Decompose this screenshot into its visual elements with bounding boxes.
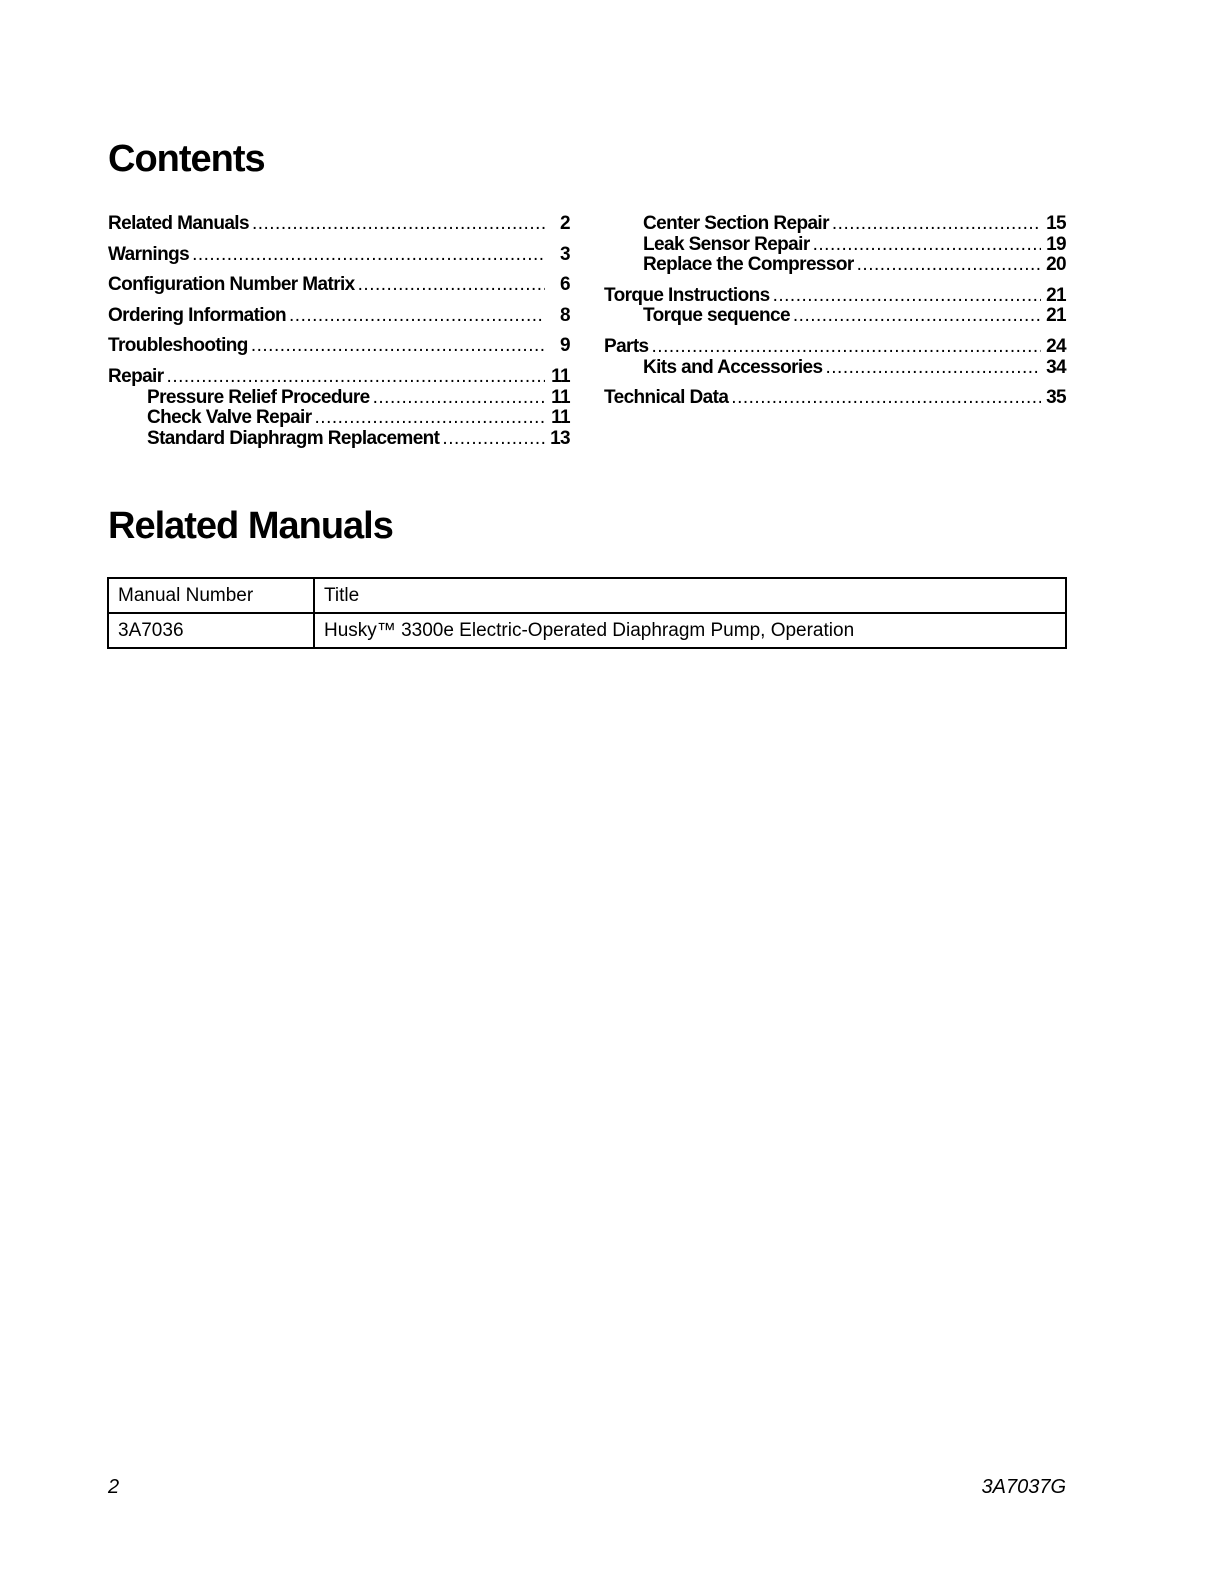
toc-dot-leader — [832, 214, 1041, 235]
toc-entry-page: 21 — [1046, 305, 1066, 327]
toc-dot-leader — [652, 337, 1041, 358]
related-manuals-table — [107, 577, 1067, 649]
toc-entry-page: 9 — [560, 335, 570, 357]
toc-dot-leader — [857, 255, 1041, 276]
toc-dot-leader — [289, 306, 545, 327]
toc-dot-leader — [251, 336, 545, 357]
toc-entry[interactable] — [108, 275, 570, 296]
toc-dot-leader — [252, 214, 545, 235]
toc-entry[interactable] — [108, 367, 570, 388]
toc-right-column — [604, 214, 1066, 409]
toc-entry-label: Center Section Repair — [643, 213, 829, 234]
toc-entry-page: 35 — [1046, 387, 1066, 409]
toc-dot-leader — [192, 245, 545, 266]
toc-entry-page: 6 — [560, 274, 570, 296]
footer-page-number: 2 — [108, 1476, 120, 1498]
toc-dot-leader — [167, 367, 545, 388]
toc-entry-page: 21 — [1046, 284, 1066, 306]
manual-title-cell: Husky™ 3300e Electric-Operated Diaphragm Pump, Operation — [314, 613, 1066, 648]
toc-entry-label: Standard Diaphragm Replacement — [147, 427, 440, 449]
toc-entry[interactable] — [604, 255, 1066, 276]
toc-entry-page: 34 — [1046, 356, 1066, 378]
toc-entry-page: 8 — [560, 304, 570, 326]
footer-doc-id: 3A7037G — [981, 1476, 1066, 1498]
toc-entry-page: 24 — [1046, 335, 1066, 357]
toc-entry-page: 11 — [551, 365, 570, 387]
toc-dot-leader — [793, 306, 1041, 327]
toc-dot-leader — [773, 286, 1041, 307]
toc-entry-page: 11 — [551, 386, 570, 408]
toc-entry-label: Warnings — [108, 243, 190, 265]
toc-entry[interactable] — [108, 388, 570, 409]
related-manuals-title: Related Manuals — [108, 505, 393, 547]
toc-entry-label: Related Manuals — [108, 213, 249, 234]
toc-entry-page: 3 — [560, 243, 570, 265]
toc-dot-leader — [358, 275, 545, 296]
toc-dot-leader — [826, 358, 1042, 379]
toc-entry-page: 13 — [550, 427, 570, 449]
toc-entry-label: Check Valve Repair — [147, 407, 312, 429]
toc-entry[interactable] — [108, 214, 570, 235]
toc-entry-label: Torque Instructions — [604, 284, 770, 306]
toc-dot-leader — [731, 388, 1041, 409]
manual-number-cell: 3A7036 — [108, 613, 314, 648]
toc-entry-label: Configuration Number Matrix — [108, 274, 355, 296]
header-manual-number: Manual Number — [108, 578, 314, 613]
toc-entry[interactable] — [604, 337, 1066, 358]
toc-dot-leader — [315, 408, 545, 429]
toc-entry[interactable] — [604, 306, 1066, 327]
toc-dot-leader — [373, 388, 545, 409]
toc-entry-page: 2 — [560, 213, 570, 234]
toc-entry-page: 19 — [1046, 233, 1066, 255]
toc-entry[interactable] — [604, 388, 1066, 409]
toc-entry[interactable] — [604, 214, 1066, 235]
toc-entry[interactable] — [604, 286, 1066, 307]
toc-entry-page: 20 — [1046, 254, 1066, 276]
table-row — [108, 613, 1066, 648]
toc-entry[interactable] — [108, 306, 570, 327]
table-header-row — [108, 578, 1066, 613]
toc-entry-label: Ordering Information — [108, 304, 287, 326]
toc-left-column — [108, 214, 570, 449]
toc-entry-label: Troubleshooting — [108, 335, 248, 357]
toc-entry-label: Leak Sensor Repair — [643, 233, 810, 255]
toc-entry[interactable] — [108, 245, 570, 266]
toc-entry-label: Technical Data — [604, 387, 729, 409]
toc-entry-label: Torque sequence — [643, 305, 790, 327]
toc-entry-label: Repair — [108, 365, 164, 387]
toc-entry-label: Parts — [604, 335, 649, 357]
contents-title: Contents — [108, 138, 265, 180]
toc-entry-page: 15 — [1046, 213, 1066, 234]
toc-dot-leader — [442, 429, 545, 450]
toc-entry[interactable] — [108, 336, 570, 357]
toc-entry-label: Replace the Compressor — [643, 254, 854, 276]
toc-entry-label: Pressure Relief Procedure — [147, 386, 370, 408]
toc-entry[interactable] — [108, 429, 570, 450]
toc-entry[interactable] — [108, 408, 570, 429]
toc-dot-leader — [813, 235, 1041, 256]
toc-entry[interactable] — [604, 235, 1066, 256]
header-title: Title — [314, 578, 1066, 613]
toc-entry[interactable] — [604, 358, 1066, 379]
toc-entry-page: 11 — [551, 407, 570, 429]
toc-entry-label: Kits and Accessories — [643, 356, 823, 378]
